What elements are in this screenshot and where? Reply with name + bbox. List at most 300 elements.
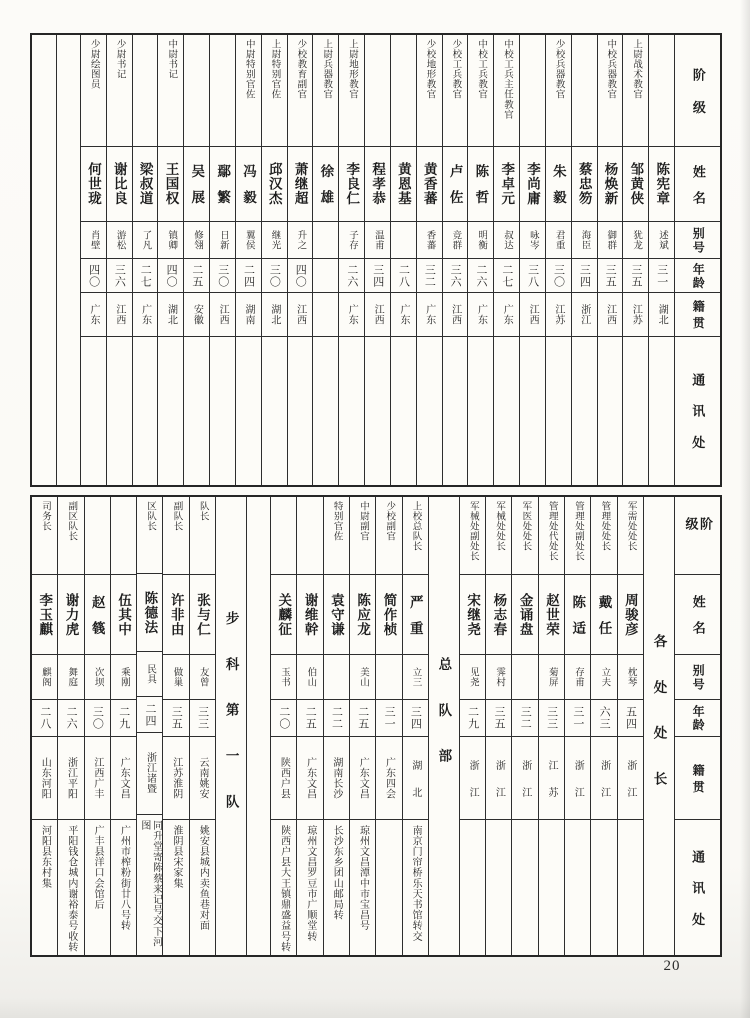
rank-cell bbox=[649, 35, 674, 147]
empty-cell bbox=[247, 497, 270, 955]
rank-cell: 军械处副处长 bbox=[460, 497, 485, 575]
age-cell bbox=[313, 259, 338, 293]
name-cell: 陈宪章 bbox=[649, 147, 674, 222]
contact-cell: 琼州文昌潭中市宝昌号 bbox=[357, 825, 369, 931]
name-cell: 李卓元 bbox=[494, 147, 519, 222]
name-cell: 黄香蕃 bbox=[417, 147, 442, 222]
name-cell: 杨志春 bbox=[486, 575, 511, 655]
name-cell: 陈应龙 bbox=[350, 575, 375, 655]
name-cell: 张与仁 bbox=[190, 575, 215, 655]
name-cell: 陈德法 bbox=[137, 574, 162, 653]
alias-cell: 叔达 bbox=[494, 222, 519, 259]
contact-cell: 姚安县城内卖鱼巷对面 bbox=[197, 825, 209, 931]
roster-column bbox=[485, 497, 511, 955]
rank-row-header: 阶级 bbox=[675, 497, 720, 575]
roster-column bbox=[349, 497, 375, 955]
contact-cell: 广州市榨粉街廿八号转 bbox=[118, 825, 130, 931]
age-cell: 三五 bbox=[623, 259, 648, 293]
alias-cell: 麒阁 bbox=[32, 655, 57, 700]
alias-cell: 次坝 bbox=[85, 655, 110, 700]
alias-cell: 子存 bbox=[339, 222, 364, 259]
age-cell: 三三 bbox=[539, 700, 564, 737]
rank-cell: 特别官佐 bbox=[324, 497, 349, 575]
age-cell: 二七 bbox=[133, 259, 158, 293]
contact-cell bbox=[565, 820, 590, 955]
roster-column bbox=[183, 35, 209, 485]
roster-column bbox=[511, 497, 537, 955]
native-cell bbox=[313, 293, 338, 337]
contact-cell bbox=[313, 337, 338, 485]
contact-cell bbox=[365, 337, 390, 485]
name-cell: 陈适 bbox=[565, 575, 590, 655]
age-row-header: 年龄 bbox=[675, 259, 720, 293]
rank-cell: 少校副官 bbox=[376, 497, 401, 575]
contact-cell: 南京门帘桥乐天书馆转交 bbox=[410, 825, 422, 942]
roster-column bbox=[442, 35, 468, 485]
name-cell: 何世珑 bbox=[81, 147, 106, 222]
row-header-column bbox=[674, 35, 720, 485]
native-cell: 湖南 bbox=[236, 293, 261, 337]
contact-cell: 长沙东乡团山邮局转 bbox=[331, 825, 343, 921]
name-cell: 许非由 bbox=[163, 575, 188, 655]
native-cell: 广东 bbox=[494, 293, 519, 337]
alias-cell: 海臣 bbox=[572, 222, 597, 259]
age-cell: 二五 bbox=[350, 700, 375, 737]
contact-cell bbox=[539, 820, 564, 955]
native-cell: 陕西户县 bbox=[271, 737, 296, 820]
native-cell: 广东文昌 bbox=[297, 737, 322, 820]
row-header-column bbox=[674, 497, 720, 955]
name-cell: 李良仁 bbox=[339, 147, 364, 222]
contact-cell: 同升堂寄陈蔡来记号交下河图 bbox=[138, 819, 162, 947]
native-cell: 云南姚安 bbox=[190, 737, 215, 820]
alias-cell: 游松 bbox=[107, 222, 132, 259]
alias-cell: 伯山 bbox=[297, 655, 322, 700]
alias-cell: 乘刚 bbox=[111, 655, 136, 700]
name-cell: 金诵盘 bbox=[512, 575, 537, 655]
native-cell: 广东文昌 bbox=[350, 737, 375, 820]
age-row-header: 年龄 bbox=[675, 700, 720, 737]
contact-cell bbox=[623, 337, 648, 485]
contact-cell: 陕西户县大王镇鼎盛益号转 bbox=[278, 825, 290, 953]
age-cell: 三一 bbox=[565, 700, 590, 737]
roster-column bbox=[80, 35, 106, 485]
rank-cell bbox=[572, 35, 597, 147]
alias-cell: 升之 bbox=[288, 222, 313, 259]
native-cell: 浙江诸暨 bbox=[137, 733, 162, 815]
name-cell: 陈哲 bbox=[468, 147, 493, 222]
name-cell: 卢佐 bbox=[443, 147, 468, 222]
roster-column bbox=[287, 35, 313, 485]
age-cell: 二八 bbox=[32, 700, 57, 737]
empty-column bbox=[56, 35, 80, 485]
contact-cell bbox=[81, 337, 106, 485]
age-cell: 三四 bbox=[572, 259, 597, 293]
roster-column bbox=[132, 35, 158, 485]
native-cell: 湖北 bbox=[262, 293, 287, 337]
alias-cell: 香蕃 bbox=[417, 222, 442, 259]
rank-row-header: 阶级 bbox=[675, 35, 720, 147]
name-cell: 黄恩基 bbox=[391, 147, 416, 222]
roster-column bbox=[545, 35, 571, 485]
alias-cell: 舞庭 bbox=[58, 655, 83, 700]
roster-table-lower bbox=[30, 495, 722, 957]
alias-cell: 继光 bbox=[262, 222, 287, 259]
age-cell: 三四 bbox=[403, 700, 428, 737]
roster-column bbox=[564, 497, 590, 955]
name-cell: 冯毅 bbox=[236, 147, 261, 222]
name-row-header: 姓名 bbox=[675, 147, 720, 222]
native-cell: 湖南长沙 bbox=[324, 737, 349, 820]
age-cell: 二六 bbox=[58, 700, 83, 737]
native-cell: 广东 bbox=[81, 293, 106, 337]
name-cell: 杨焕新 bbox=[598, 147, 623, 222]
age-cell: 二六 bbox=[468, 259, 493, 293]
name-row-header: 姓名 bbox=[675, 575, 720, 655]
roster-column bbox=[261, 35, 287, 485]
contact-cell bbox=[417, 337, 442, 485]
contact-cell bbox=[184, 337, 209, 485]
age-cell: 三六 bbox=[107, 259, 132, 293]
age-cell: 三二 bbox=[417, 259, 442, 293]
native-cell: 浙江 bbox=[486, 737, 511, 820]
roster-column bbox=[270, 497, 296, 955]
age-cell: 六三 bbox=[591, 700, 616, 737]
page-number: 20 bbox=[663, 958, 681, 974]
alias-cell: 枕琴 bbox=[618, 655, 643, 700]
name-cell: 萧继超 bbox=[288, 147, 313, 222]
roster-column bbox=[235, 35, 261, 485]
contact-cell bbox=[546, 337, 571, 485]
native-cell: 江西 bbox=[210, 293, 235, 337]
age-cell: 二五 bbox=[297, 700, 322, 737]
age-cell: 二七 bbox=[494, 259, 519, 293]
rank-cell bbox=[271, 497, 296, 575]
contact-cell bbox=[262, 337, 287, 485]
roster-column bbox=[157, 35, 183, 485]
alias-cell: 存甫 bbox=[565, 655, 590, 700]
native-cell: 江西 bbox=[443, 293, 468, 337]
roster-column bbox=[519, 35, 545, 485]
rank-cell: 军需处处长 bbox=[618, 497, 643, 575]
rank-cell: 上尉兵器教官 bbox=[313, 35, 338, 147]
name-cell: 梁叔道 bbox=[133, 147, 158, 222]
contact-cell bbox=[618, 820, 643, 955]
native-cell: 广东 bbox=[339, 293, 364, 337]
alias-cell: 修翎 bbox=[184, 222, 209, 259]
alias-cell: 犹龙 bbox=[623, 222, 648, 259]
rank-cell bbox=[85, 497, 110, 575]
alias-cell: 玉书 bbox=[271, 655, 296, 700]
native-cell: 江西广丰 bbox=[85, 737, 110, 820]
age-cell: 五四 bbox=[618, 700, 643, 737]
alias-cell bbox=[512, 655, 537, 700]
group-label-column bbox=[643, 497, 674, 955]
roster-column bbox=[209, 35, 235, 485]
contact-cell: 河阳县东村集 bbox=[39, 825, 51, 889]
group-label-column bbox=[428, 497, 459, 955]
name-cell: 朱毅 bbox=[546, 147, 571, 222]
native-cell: 江西 bbox=[288, 293, 313, 337]
age-cell: 四〇 bbox=[158, 259, 183, 293]
age-cell: 四〇 bbox=[288, 259, 313, 293]
native-cell: 江西 bbox=[365, 293, 390, 337]
alias-row-header: 别号 bbox=[675, 222, 720, 259]
roster-column bbox=[110, 497, 136, 955]
contact-row-header: 通讯处 bbox=[690, 373, 706, 467]
native-cell: 湖北 bbox=[158, 293, 183, 337]
age-cell: 三五 bbox=[163, 700, 188, 737]
native-cell: 江苏 bbox=[623, 293, 648, 337]
roster-column bbox=[459, 497, 485, 955]
alias-cell: 霁村 bbox=[486, 655, 511, 700]
empty-cell bbox=[57, 35, 80, 485]
age-cell: 三八 bbox=[520, 259, 545, 293]
scan-edge-shading bbox=[740, 0, 750, 1018]
age-cell: 二二 bbox=[324, 700, 349, 737]
rank-cell: 军械处处长 bbox=[486, 497, 511, 575]
rank-cell bbox=[210, 35, 235, 147]
age-cell: 二五 bbox=[184, 259, 209, 293]
empty-column bbox=[32, 35, 56, 485]
rank-cell bbox=[520, 35, 545, 147]
name-cell: 赵篯 bbox=[85, 575, 110, 655]
roster-column bbox=[617, 497, 643, 955]
rank-cell: 中尉书记 bbox=[158, 35, 183, 147]
native-cell: 江西 bbox=[598, 293, 623, 337]
native-row-header: 籍贯 bbox=[675, 737, 720, 820]
rank-cell bbox=[111, 497, 136, 575]
native-cell: 安徽 bbox=[184, 293, 209, 337]
age-cell: 二四 bbox=[236, 259, 261, 293]
roster-column bbox=[375, 497, 401, 955]
group-label: 总队部 bbox=[436, 657, 452, 795]
rank-cell: 少尉书记 bbox=[107, 35, 132, 147]
age-cell: 三一 bbox=[376, 700, 401, 737]
name-cell: 简作桢 bbox=[376, 575, 401, 655]
name-cell: 关麟征 bbox=[271, 575, 296, 655]
rank-cell: 上尉特别官佐 bbox=[262, 35, 287, 147]
native-cell: 浙江 bbox=[572, 293, 597, 337]
name-cell: 伍其中 bbox=[111, 575, 136, 655]
rank-cell: 军医处处长 bbox=[512, 497, 537, 575]
native-row-header: 籍贯 bbox=[675, 293, 720, 337]
rank-cell: 中校工兵主任教官 bbox=[494, 35, 519, 147]
contact-cell bbox=[460, 820, 485, 955]
rank-cell: 上尉地形教官 bbox=[339, 35, 364, 147]
name-cell: 赵世荣 bbox=[539, 575, 564, 655]
contact-cell bbox=[210, 337, 235, 485]
name-cell: 袁守谦 bbox=[324, 575, 349, 655]
contact-cell bbox=[133, 337, 158, 485]
alias-cell: 述斌 bbox=[649, 222, 674, 259]
native-cell: 湖北 bbox=[403, 737, 428, 820]
alias-cell bbox=[376, 655, 401, 700]
alias-cell: 明衡 bbox=[468, 222, 493, 259]
rank-cell: 上尉战术教官 bbox=[623, 35, 648, 147]
alias-cell: 竞群 bbox=[443, 222, 468, 259]
name-cell: 戴任 bbox=[591, 575, 616, 655]
rank-cell: 中校兵器教官 bbox=[598, 35, 623, 147]
native-cell: 湖北 bbox=[649, 293, 674, 337]
native-cell: 广东 bbox=[391, 293, 416, 337]
alias-cell: 日新 bbox=[210, 222, 235, 259]
alias-cell: 咏岑 bbox=[520, 222, 545, 259]
alias-cell: 菊屏 bbox=[539, 655, 564, 700]
rank-cell: 司务长 bbox=[32, 497, 57, 575]
name-cell: 谢力虎 bbox=[58, 575, 83, 655]
native-cell: 广东 bbox=[417, 293, 442, 337]
roster-column bbox=[467, 35, 493, 485]
native-cell: 江西 bbox=[520, 293, 545, 337]
age-cell: 三五 bbox=[598, 259, 623, 293]
rank-cell bbox=[391, 35, 416, 147]
empty-column bbox=[246, 497, 270, 955]
roster-column bbox=[57, 497, 83, 955]
alias-cell: 君重 bbox=[546, 222, 571, 259]
native-cell: 浙江 bbox=[565, 737, 590, 820]
native-cell: 江苏 bbox=[539, 737, 564, 820]
age-cell: 二〇 bbox=[271, 700, 296, 737]
contact-cell: 琼州文昌罗豆市广顺堂转 bbox=[304, 825, 316, 942]
rank-cell bbox=[184, 35, 209, 147]
roster-column bbox=[106, 35, 132, 485]
rank-cell: 少校工兵教官 bbox=[443, 35, 468, 147]
age-cell: 三四 bbox=[365, 259, 390, 293]
rank-cell: 少尉绘图员 bbox=[81, 35, 106, 147]
contact-cell: 淮阴县宋家集 bbox=[171, 825, 183, 889]
roster-column bbox=[590, 497, 616, 955]
rank-cell bbox=[365, 35, 390, 147]
rank-cell: 中校工兵教官 bbox=[468, 35, 493, 147]
age-cell: 四〇 bbox=[81, 259, 106, 293]
alias-cell bbox=[313, 222, 338, 259]
alias-cell: 民具 bbox=[137, 652, 162, 696]
native-cell: 山东河阳 bbox=[32, 737, 57, 820]
contact-cell bbox=[376, 820, 401, 955]
roster-column bbox=[597, 35, 623, 485]
alias-cell: 见尧 bbox=[460, 655, 485, 700]
rank-cell bbox=[297, 497, 322, 575]
contact-cell bbox=[572, 337, 597, 485]
alias-cell: 立夫 bbox=[591, 655, 616, 700]
rank-cell: 区队长 bbox=[137, 497, 162, 574]
alias-cell: 翼侯 bbox=[236, 222, 261, 259]
roster-column bbox=[622, 35, 648, 485]
roster-column bbox=[189, 497, 215, 955]
contact-cell bbox=[443, 337, 468, 485]
alias-cell: 友曾 bbox=[190, 655, 215, 700]
native-cell: 广东四会 bbox=[376, 737, 401, 820]
age-cell: 二四 bbox=[137, 697, 162, 733]
group-label-column bbox=[215, 497, 246, 955]
name-cell: 李玉麒 bbox=[32, 575, 57, 655]
contact-cell bbox=[486, 820, 511, 955]
contact-cell bbox=[468, 337, 493, 485]
contact-cell: 平阳钱仓城内谢裕泰号收转 bbox=[65, 825, 77, 953]
alias-cell: 了凡 bbox=[133, 222, 158, 259]
name-cell: 程孝恭 bbox=[365, 147, 390, 222]
age-cell: 三三 bbox=[190, 700, 215, 737]
contact-cell bbox=[107, 337, 132, 485]
rank-cell: 副区队长 bbox=[58, 497, 83, 575]
name-cell: 严重 bbox=[403, 575, 428, 655]
age-cell: 二八 bbox=[391, 259, 416, 293]
rank-cell: 管理处副处长 bbox=[565, 497, 590, 575]
name-cell: 宋继尧 bbox=[460, 575, 485, 655]
roster-column bbox=[390, 35, 416, 485]
native-cell: 江西 bbox=[107, 293, 132, 337]
rank-cell: 中尉副官 bbox=[350, 497, 375, 575]
roster-column bbox=[84, 497, 110, 955]
roster-column bbox=[364, 35, 390, 485]
contact-cell bbox=[236, 337, 261, 485]
native-cell: 广东文昌 bbox=[111, 737, 136, 820]
native-cell: 浙江平阳 bbox=[58, 737, 83, 820]
native-cell: 广东 bbox=[468, 293, 493, 337]
roster-column bbox=[493, 35, 519, 485]
alias-row-header: 别号 bbox=[675, 655, 720, 700]
native-cell: 浙江 bbox=[618, 737, 643, 820]
age-cell: 二九 bbox=[460, 700, 485, 737]
roster-column bbox=[402, 497, 428, 955]
name-cell: 谢维幹 bbox=[297, 575, 322, 655]
alias-cell: 做巢 bbox=[163, 655, 188, 700]
group-label: 步科第一队 bbox=[223, 611, 239, 841]
group-label: 各处处长 bbox=[651, 634, 667, 818]
rank-cell bbox=[133, 35, 158, 147]
name-cell: 吴展 bbox=[184, 147, 209, 222]
contact-cell bbox=[591, 820, 616, 955]
name-cell: 谢比良 bbox=[107, 147, 132, 222]
alias-cell bbox=[324, 655, 349, 700]
contact-cell bbox=[520, 337, 545, 485]
name-cell: 徐雄 bbox=[313, 147, 338, 222]
roster-column bbox=[571, 35, 597, 485]
roster-column bbox=[136, 497, 162, 955]
roster-column bbox=[416, 35, 442, 485]
rank-cell: 少校教育副官 bbox=[288, 35, 313, 147]
name-cell: 蔡忠笏 bbox=[572, 147, 597, 222]
rank-cell: 中尉特别官佐 bbox=[236, 35, 261, 147]
native-cell: 江苏淮阴 bbox=[163, 737, 188, 820]
alias-cell: 温甫 bbox=[365, 222, 390, 259]
contact-cell bbox=[288, 337, 313, 485]
rank-cell: 管理处代处长 bbox=[539, 497, 564, 575]
name-cell: 周骏彦 bbox=[618, 575, 643, 655]
age-cell: 三〇 bbox=[210, 259, 235, 293]
alias-cell: 美山 bbox=[350, 655, 375, 700]
age-cell: 三五 bbox=[486, 700, 511, 737]
alias-cell: 御群 bbox=[598, 222, 623, 259]
rank-cell: 队长 bbox=[190, 497, 215, 575]
contact-cell bbox=[158, 337, 183, 485]
age-cell: 二六 bbox=[339, 259, 364, 293]
contact-cell bbox=[649, 337, 674, 485]
age-cell: 三〇 bbox=[262, 259, 287, 293]
name-cell: 邹黄侠 bbox=[623, 147, 648, 222]
rank-cell: 副队长 bbox=[163, 497, 188, 575]
roster-column bbox=[32, 497, 57, 955]
contact-row-header: 通讯处 bbox=[690, 849, 706, 944]
rank-cell: 少校兵器教官 bbox=[546, 35, 571, 147]
alias-cell bbox=[391, 222, 416, 259]
rank-cell: 管理处处长 bbox=[591, 497, 616, 575]
contact-cell bbox=[391, 337, 416, 485]
alias-cell: 肖壁 bbox=[81, 222, 106, 259]
roster-column bbox=[648, 35, 674, 485]
roster-table-upper bbox=[30, 33, 722, 487]
